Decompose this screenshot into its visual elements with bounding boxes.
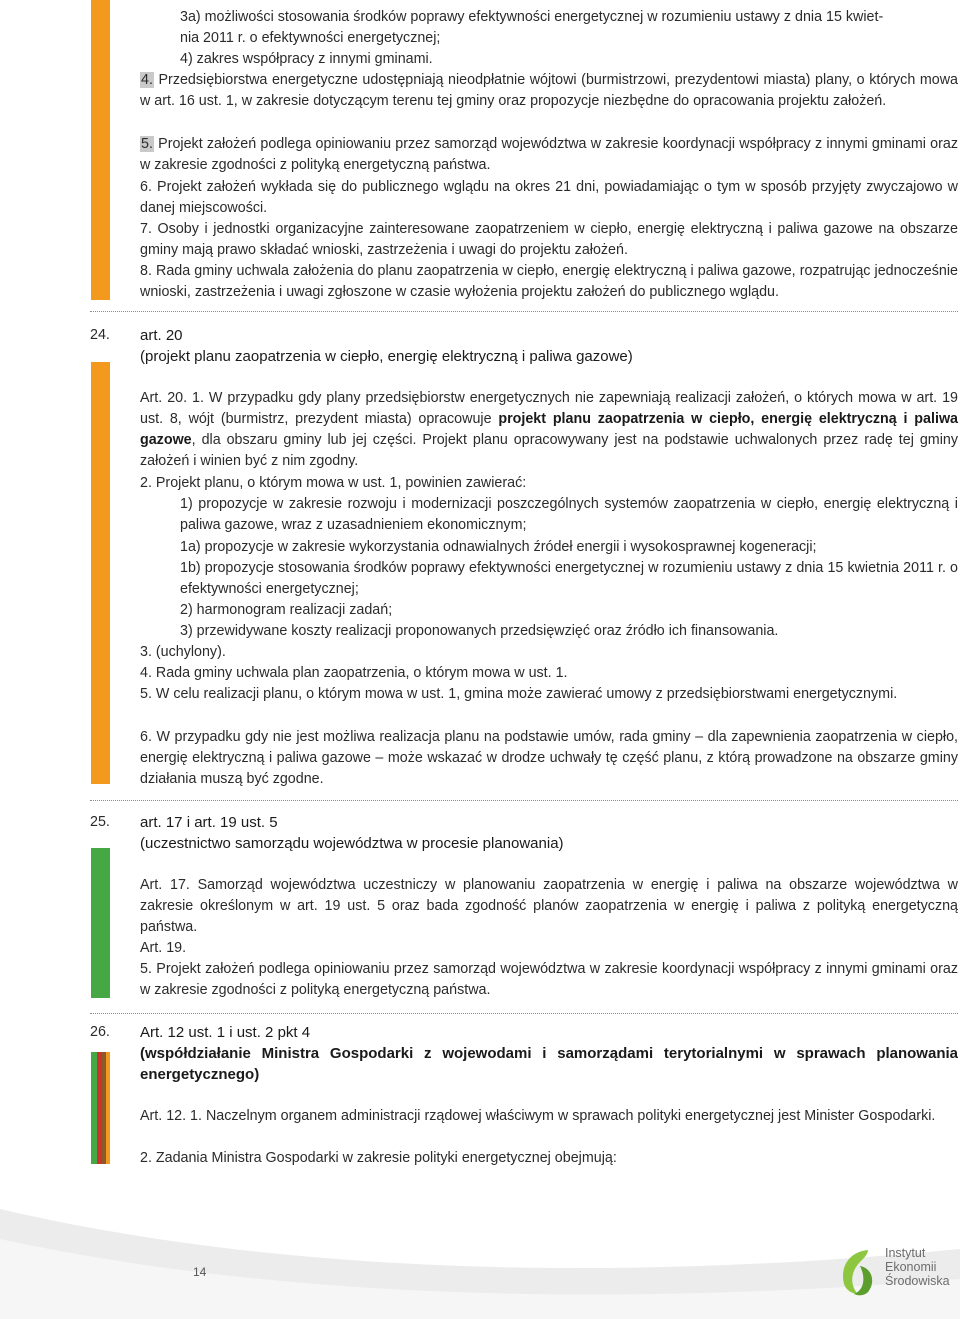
art20-item-3: 3) przewidywane koszty realizacji proponowanych przedsięwzięć oraz źródło ich finansowania.	[180, 623, 779, 639]
section-number-26: 26.	[90, 1024, 110, 1040]
orange-bar-24	[91, 362, 110, 784]
logo-text-1: Instytut	[885, 1246, 926, 1260]
section-ref-26: Art. 12 ust. 1 i ust. 2 pkt 4	[140, 1024, 311, 1041]
section-title-25: (uczestnictwo samorządu województwa w procesie planowania)	[140, 835, 564, 852]
art20-paragraph-2: 2. Projekt planu, o którym mowa w ust. 1, powinien zawierać:	[140, 475, 527, 491]
leaf-logo-icon	[838, 1246, 880, 1298]
art12-paragraph-1: Art. 12. 1. Naczelnym organem administracji rządowej właściwym w sprawach polityki energetycznej jest Minister Gospodarki.	[140, 1108, 936, 1124]
section-number-25: 25.	[90, 814, 110, 830]
art12-paragraph-2: 2. Zadania Ministra Gospodarki w zakresie polityki energetycznej obejmują:	[140, 1150, 617, 1166]
list-item-4: 4) zakres współpracy z innymi gminami.	[180, 51, 433, 67]
art20-item-2: 2) harmonogram realizacji zadań;	[180, 602, 393, 618]
section-title-26: (współdziałanie Ministra Gospodarki z wojewodami i samorządami terytorialnymi w sprawach planowania energetycznego)	[140, 1045, 958, 1083]
separator-1	[90, 311, 958, 312]
paragraph-8: 8. Rada gminy uchwala założenia do planu zaopatrzenia w ciepło, energię elektryczną i paliwa gazowe, rozpatrując jednocześnie wnioski, zastrzeżenia i uwagi zgłoszone w czasie wyłożenia projektu założeń do publicznego wglądu.	[140, 263, 958, 300]
art20-paragraph-6: 6. W przypadku gdy nie jest możliwa realizacja planu na podstawie umów, rada gminy – dla zapewnienia zaopatrzenia w ciepło, energię elektryczną i paliwa gazowe – może wskazać w drodze uchwały tę część planu, z którą prowadzone na obszarze gminy działania muszą być zgodne.	[140, 729, 958, 787]
art20-paragraph-3: 3. (uchylony).	[140, 644, 226, 660]
art20-paragraph-5: 5. W celu realizacji planu, o którym mowa w ust. 1, gmina może zawierać umowy z przedsiębiorstwami energetycznymi.	[140, 686, 898, 702]
section-ref-24: art. 20	[140, 327, 183, 344]
paragraph-4: 4. Przedsiębiorstwa energetyczne udostępniają nieodpłatnie wójtowi (burmistrzowi, prezydentowi miasta) plany, o których mowa w art. 16 ust. 1, w zakresie dotyczącym terenu tej gminy oraz propozycje niezbędne do opracowania projektu założeń.	[140, 72, 958, 109]
art19-paragraph-5: 5. Projekt założeń podlega opiniowaniu przez samorząd województwa w zakresie koordynacji współpracy z innymi gminami oraz w zakresie zgodności z polityką energetyczną państwa.	[140, 961, 958, 998]
separator-2	[90, 800, 958, 801]
section-number-24: 24.	[90, 327, 110, 343]
footer-curve	[0, 1209, 960, 1319]
art20-item-1: 1) propozycje w zakresie rozwoju i modernizacji poszczególnych systemów zaopatrzenia w ciepło, energię elektryczną i paliwa gazowe, wraz z uzasadnieniem ekonomicznym;	[180, 496, 958, 533]
section-title-24: (projekt planu zaopatrzenia w ciepło, energię elektryczną i paliwa gazowe)	[140, 348, 633, 365]
list-item-3a: 3a) możliwości stosowania środków poprawy efektywności energetycznej w rozumieniu ustawy z dnia 15 kwiet- nia 2011 r. o efektywności energetycznej;	[180, 9, 884, 46]
logo-text-3: Środowiska	[885, 1274, 950, 1288]
paragraph-5: 5. Projekt założeń podlega opiniowaniu przez samorząd województwa w zakresie koordynacji współpracy z innymi gminami oraz w zakresie zgodności z polityką energetyczną państwa.	[140, 136, 958, 173]
orange-bar-top	[91, 0, 110, 300]
paragraph-6: 6. Projekt założeń wykłada się do publicznego wglądu na okres 21 dni, powiadamiając o tym w sposób przyjęty zwyczajowo w danej miejscowości.	[140, 179, 958, 216]
art20-paragraph-1: Art. 20. 1. W przypadku gdy plany przedsiębiorstw energetycznych nie zapewniają realizacji założeń, o których mowa w art. 19 ust. 8, wójt (burmistrz, prezydent miasta) opracowuje projekt planu zaopatrzenia w ciepło, energię elektryczną i paliwa gazowe, dla obszaru gminy lub jej części. Projekt planu opracowywany jest na podstawie uchwalonych przez radę tej gminy założeń i winien być z nim zgodny.	[140, 390, 959, 469]
section-ref-25: art. 17 i art. 19 ust. 5	[140, 814, 278, 831]
paragraph-7: 7. Osoby i jednostki organizacyjne zainteresowane zaopatrzeniem w ciepło, energię elektryczną i paliwa gazowe na obszarze gminy mają prawo składać wnioski, zastrzeżenia i uwagi do projektu założeń.	[140, 221, 958, 258]
art20-paragraph-4: 4. Rada gminy uchwala plan zaopatrzenia, o którym mowa w ust. 1.	[140, 665, 568, 681]
art17-paragraph: Art. 17. Samorząd województwa uczestniczy w planowaniu zaopatrzenia w energię i paliwa na obszarze województwa w zakresie określonym w art. 19 ust. 5 oraz bada zgodność planów zaopatrzenia w energię i paliwa z polityką energetyczną państwa.	[140, 877, 958, 935]
separator-3	[90, 1013, 958, 1014]
logo-text-2: Ekonomii	[885, 1260, 937, 1274]
bar-26-orange	[106, 1052, 110, 1164]
art19-heading: Art. 19.	[140, 940, 187, 956]
art20-item-1a: 1a) propozycje w zakresie wykorzystania odnawialnych źródeł energii i wysokosprawnej kogeneracji;	[180, 539, 817, 555]
art20-item-1b: 1b) propozycje stosowania środków poprawy efektywności energetycznej w rozumieniu ustawy z dnia 15 kwietnia 2011 r. o efektywności energetycznej;	[180, 560, 958, 597]
page-number: 14	[193, 1265, 207, 1279]
green-bar-25	[91, 848, 110, 998]
